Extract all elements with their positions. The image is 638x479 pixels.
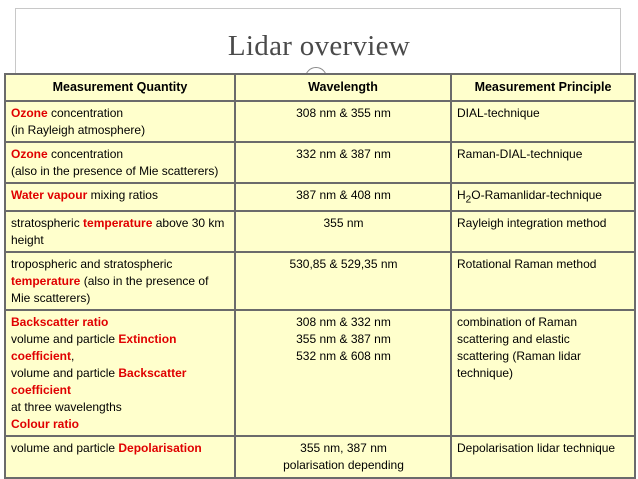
- keyword: Colour ratio: [11, 417, 79, 432]
- table-row: [5, 310, 635, 436]
- principle-cell: [451, 142, 635, 183]
- header-measurement-quantity: Measurement Quantity: [5, 74, 235, 101]
- cell-text: concentration: [47, 147, 124, 161]
- lidar-overview-table: [4, 73, 636, 479]
- keyword: Backscatter ratio: [11, 315, 109, 330]
- cell-text: scattering (Raman lidar: [457, 349, 582, 364]
- cell-text: volume and particle: [11, 366, 119, 381]
- table-row: [5, 436, 635, 478]
- cell-text: 355 nm & 387 nm: [296, 332, 391, 347]
- table-row: [5, 142, 635, 183]
- quantity-cell: [5, 142, 235, 183]
- cell-text: O-Ramanlidar-technique: [471, 188, 602, 202]
- keyword: Ozone: [11, 147, 48, 161]
- subscript: 2: [465, 194, 472, 206]
- cell-text: Rotational Raman method: [457, 257, 597, 272]
- cell-text: stratospheric: [11, 216, 84, 231]
- cell-text: combination of Raman: [457, 315, 578, 330]
- quantity-cell: [5, 211, 235, 252]
- cell-text: 530,85 & 529,35 nm: [289, 257, 398, 272]
- cell-text: Depolarisation lidar technique: [457, 441, 616, 456]
- cell-text: (also in the presence of: [80, 274, 209, 289]
- keyword: coefficient: [11, 383, 72, 398]
- cell-text: at three wavelengths: [11, 400, 122, 415]
- cell-text: tropospheric and stratospheric: [11, 257, 173, 272]
- cell-text: Raman-DIAL-technique: [457, 147, 583, 161]
- cell-text: polarisation depending: [283, 458, 404, 473]
- keyword: Depolarisation: [118, 441, 202, 456]
- cell-text: 387 nm & 408 nm: [296, 188, 391, 202]
- quantity-cell: [5, 101, 235, 142]
- table-row: [5, 211, 635, 252]
- cell-text: concentration: [47, 106, 124, 120]
- keyword: coefficient: [11, 349, 72, 364]
- wavelength-cell: [235, 252, 451, 310]
- table-row: [5, 252, 635, 310]
- quantity-cell: [5, 310, 235, 436]
- keyword: Extinction: [118, 332, 177, 347]
- wavelength-cell: [235, 436, 451, 478]
- quantity-cell: [5, 252, 235, 310]
- cell-text: (also in the presence of Mie scatterers): [11, 164, 219, 178]
- keyword: Backscatter: [118, 366, 187, 381]
- header-measurement-principle: Measurement Principle: [451, 74, 635, 101]
- principle-cell: [451, 101, 635, 142]
- cell-text: 308 nm & 355 nm: [296, 106, 391, 120]
- wavelength-cell: [235, 310, 451, 436]
- cell-text: Rayleigh integration method: [457, 216, 607, 231]
- cell-text: above 30 km: [152, 216, 225, 231]
- principle-cell: [451, 310, 635, 436]
- table-row: [5, 183, 635, 211]
- header-wavelength: Wavelength: [235, 74, 451, 101]
- cell-text: (in Rayleigh atmosphere): [11, 123, 146, 137]
- keyword: temperature: [83, 216, 153, 231]
- cell-text: mixing ratios: [87, 188, 158, 202]
- table-row: [5, 101, 635, 142]
- cell-text: height: [11, 233, 44, 248]
- wavelength-cell: [235, 101, 451, 142]
- keyword: temperature: [11, 274, 81, 289]
- principle-cell: [451, 252, 635, 310]
- cell-text: 355 nm: [323, 216, 364, 231]
- principle-cell: [451, 436, 635, 478]
- cell-text: technique): [457, 366, 514, 381]
- cell-text: volume and particle: [11, 332, 119, 347]
- cell-text: 332 nm & 387 nm: [296, 147, 391, 161]
- principle-cell: [451, 183, 635, 211]
- wavelength-cell: [235, 211, 451, 252]
- quantity-cell: [5, 436, 235, 478]
- cell-text: 532 nm & 608 nm: [296, 349, 391, 364]
- cell-text: ,: [71, 349, 75, 364]
- keyword: Ozone: [11, 106, 48, 120]
- cell-text: DIAL-technique: [457, 106, 540, 120]
- cell-text: 355 nm, 387 nm: [300, 441, 387, 456]
- table-header-row: [5, 74, 635, 101]
- cell-text: 308 nm & 332 nm: [296, 315, 391, 330]
- slide-title: Lidar overview: [227, 30, 411, 62]
- cell-text: Mie scatterers): [11, 291, 91, 306]
- principle-cell: [451, 211, 635, 252]
- cell-text: volume and particle: [11, 441, 119, 456]
- quantity-cell: [5, 183, 235, 211]
- cell-text: scattering and elastic: [457, 332, 570, 347]
- wavelength-cell: [235, 142, 451, 183]
- cell-text: H: [457, 188, 466, 202]
- wavelength-cell: [235, 183, 451, 211]
- keyword: Water vapour: [11, 188, 88, 202]
